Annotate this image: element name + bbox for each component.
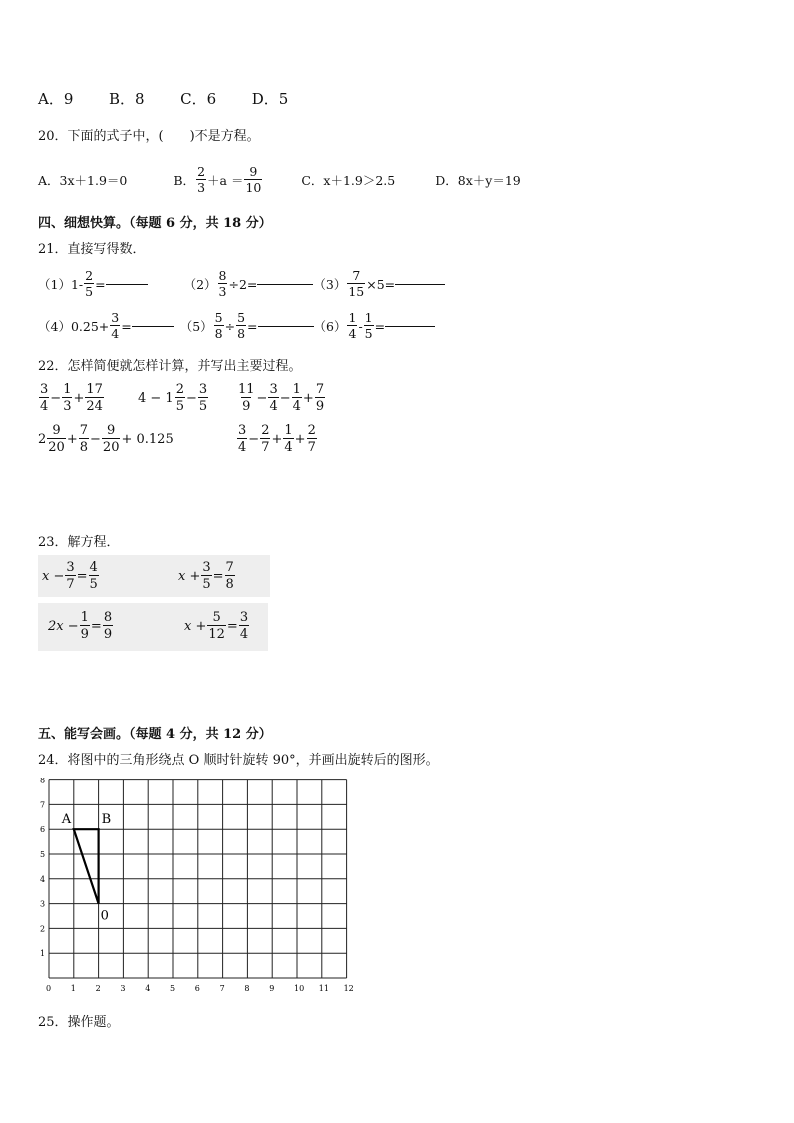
q21-item-1-equals: = xyxy=(95,276,106,292)
q21-item-4-equals: = xyxy=(121,318,132,334)
section-4-heading: 四、细想快算。（每题 6 分，共 18 分） xyxy=(38,216,272,231)
rotation-grid-figure xyxy=(30,778,370,998)
q22-e5-op-1: − xyxy=(248,431,260,447)
x-tick-label: 4 xyxy=(145,984,151,993)
q21-row-1 xyxy=(38,264,445,304)
q22-e1-fraction-2: $\frac{1}{3}$ xyxy=(63,382,72,414)
q22-e1-fraction-3: $\frac{17}{24}$ xyxy=(86,382,103,414)
q23-eq2-fraction-2: $\frac{7}{8}$ xyxy=(225,560,234,592)
q23-eq2-fraction-1: $\frac{3}{5}$ xyxy=(202,560,211,592)
q22-e3-op-1: − xyxy=(256,390,268,406)
x-tick-label: 12 xyxy=(343,984,354,993)
q21-item-2-answer-blank[interactable] xyxy=(257,283,313,285)
q21-item-6-fraction-1: $\frac{1}{4}$ xyxy=(348,309,357,341)
q21-item-3-answer-blank[interactable] xyxy=(395,283,445,285)
q22-e1-fraction-1: $\frac{3}{4}$ xyxy=(40,382,49,414)
q22-e5-op-3: + xyxy=(294,431,306,447)
x-tick-label: 7 xyxy=(219,984,225,993)
q22-e4-fraction-1: $\frac{9}{20}$ xyxy=(48,423,65,455)
q20-option-c: C．x＋1.9＞2.5 xyxy=(301,173,396,188)
y-tick-label: 8 xyxy=(40,778,46,785)
point-label-a: A xyxy=(61,812,72,828)
q22-e3-fraction-4: $\frac{7}{9}$ xyxy=(315,382,325,414)
q21-item-6-equals: = xyxy=(374,318,386,334)
q23-eq4-fraction-2: $\frac{3}{4}$ xyxy=(239,610,249,642)
q21-item-1-pre: 1- xyxy=(70,276,84,292)
q23-equation-4 xyxy=(184,606,250,646)
q21-item-5-fraction-2: $\frac{5}{8}$ xyxy=(237,309,246,341)
y-tick-label: 7 xyxy=(40,800,46,810)
q22-e3-op-3: + xyxy=(302,390,314,406)
q24-stem: 24．将图中的三角形绕点 O 顺时针旋转 90°，并画出旋转后的图形。 xyxy=(38,753,439,768)
q20-option-d: D．8x＋y＝19 xyxy=(435,173,521,188)
q21-item-4-answer-blank[interactable] xyxy=(132,325,174,327)
q21-item-2-fraction: $\frac{8}{3}$ xyxy=(218,267,227,299)
triangle-abo xyxy=(74,829,99,903)
q22-e5-fraction-3: $\frac{1}{4}$ xyxy=(284,423,293,455)
q22-expression-4 xyxy=(38,419,174,459)
q19-options xyxy=(38,88,288,109)
q22-e2-fraction-1: $\frac{2}{5}$ xyxy=(175,382,184,414)
q21-item-6-op: - xyxy=(358,318,363,334)
q22-e2-op-1: − xyxy=(185,390,197,406)
q21-item-1-label: （1） xyxy=(38,277,71,292)
q23-stem: 23．解方程． xyxy=(38,535,120,550)
x-tick-label: 8 xyxy=(244,984,250,993)
q23-equation-3 xyxy=(48,606,114,646)
q20-option-b-prefix: B． xyxy=(173,173,196,188)
q23-equation-2 xyxy=(178,556,236,596)
q23-eq4-equals: = xyxy=(226,618,238,634)
q22-e1-op-2: + xyxy=(73,390,85,406)
q23-eq1-fraction-1: $\frac{3}{7}$ xyxy=(66,560,75,592)
point-label-b: B xyxy=(101,812,112,828)
q23-eq1-fraction-2: $\frac{4}{5}$ xyxy=(89,560,98,592)
q22-stem: 22．怎样简便就怎样计算，并写出主要过程。 xyxy=(38,359,302,374)
section-5-heading: 五、能写会画。（每题 4 分，共 12 分） xyxy=(38,727,272,742)
q21-item-5-answer-blank[interactable] xyxy=(258,325,314,327)
x-tick-label: 0 xyxy=(46,984,52,993)
y-tick-label: 5 xyxy=(40,850,46,859)
q21-item-4-fraction: $\frac{3}{4}$ xyxy=(111,309,120,341)
q21-item-3-op: ×5= xyxy=(366,276,396,292)
q21-item-6-label: （6） xyxy=(313,319,347,334)
y-tick-label: 4 xyxy=(40,874,46,884)
q19-option-c: C．6 xyxy=(180,90,217,108)
point-label-o: 0 xyxy=(100,908,109,924)
q23-eq1-lhs: x − xyxy=(42,568,65,584)
y-tick-label: 6 xyxy=(40,825,46,835)
q20-option-b-mid: ＋a ＝ xyxy=(207,173,244,188)
q21-item-1-fraction: $\frac{2}{5}$ xyxy=(85,267,94,299)
q20-fraction-1: $\frac{2}{3}$ xyxy=(197,163,206,195)
q21-item-2-op: ÷2= xyxy=(228,276,258,292)
q22-e2-lead: 4 − 1 xyxy=(138,390,174,406)
y-tick-label: 3 xyxy=(40,899,46,909)
q23-eq3-lhs: 2x − xyxy=(48,618,79,634)
q20-fraction-2: $\frac{9}{10}$ xyxy=(245,163,262,195)
x-tick-label: 5 xyxy=(170,984,176,993)
q22-e4-fraction-2: $\frac{7}{8}$ xyxy=(79,423,89,455)
q21-item-2-label: （2） xyxy=(183,277,217,292)
q23-eq2-equals: = xyxy=(212,568,224,584)
x-tick-label: 3 xyxy=(120,984,126,993)
q22-expression-5 xyxy=(236,419,318,459)
q22-e3-fraction-1: $\frac{11}{9}$ xyxy=(238,382,255,414)
q22-expression-3 xyxy=(236,378,326,418)
q21-item-5-op: ÷ xyxy=(224,318,236,334)
q22-e4-op-1: + xyxy=(66,431,78,447)
q23-eq3-fraction-2: $\frac{8}{9}$ xyxy=(103,610,113,642)
q21-item-5-equals: = xyxy=(247,318,258,334)
q23-eq1-equals: = xyxy=(76,568,88,584)
x-tick-label: 10 xyxy=(294,984,305,993)
q20-options xyxy=(38,160,521,200)
q22-e1-op-1: − xyxy=(50,390,62,406)
q22-expression-1 xyxy=(38,378,105,418)
q22-e3-fraction-3: $\frac{1}{4}$ xyxy=(292,382,301,414)
q22-expression-2 xyxy=(138,378,209,418)
q21-item-4-label: （4） xyxy=(38,319,71,334)
q22-e5-fraction-4: $\frac{2}{7}$ xyxy=(307,423,316,455)
q22-e5-fraction-1: $\frac{3}{4}$ xyxy=(238,423,247,455)
q21-item-5-label: （5） xyxy=(179,319,213,334)
y-tick-label: 1 xyxy=(40,949,46,959)
q21-item-3-label: （3） xyxy=(313,277,347,292)
x-tick-label: 9 xyxy=(269,984,275,993)
q19-option-b: B．8 xyxy=(108,90,145,108)
x-tick-label: 11 xyxy=(318,984,329,993)
q21-item-6-fraction-2: $\frac{1}{5}$ xyxy=(364,309,373,341)
q23-eq3-fraction-1: $\frac{1}{9}$ xyxy=(80,610,89,642)
q22-e4-op-2: − xyxy=(90,431,101,447)
q23-eq2-lhs: x + xyxy=(178,568,201,584)
q22-e3-op-2: − xyxy=(279,390,291,406)
q22-e5-fraction-2: $\frac{2}{7}$ xyxy=(261,423,270,455)
q21-item-3-fraction: $\frac{7}{15}$ xyxy=(348,267,365,299)
q19-option-d: D．5 xyxy=(251,90,289,108)
q20-stem: 20．下面的式子中，( )不是方程。 xyxy=(38,129,260,144)
q22-e2-fraction-2: $\frac{3}{5}$ xyxy=(198,382,208,414)
q21-row-2 xyxy=(38,306,435,346)
q23-equation-1 xyxy=(42,556,100,596)
q23-eq4-lhs: x + xyxy=(184,618,207,634)
x-tick-label: 6 xyxy=(194,984,200,993)
q22-e4-tail: + 0.125 xyxy=(121,431,174,447)
x-tick-label: 2 xyxy=(95,984,101,993)
grid-lines xyxy=(49,780,347,978)
q22-e5-op-2: + xyxy=(271,431,283,447)
q21-item-6-answer-blank[interactable] xyxy=(385,325,435,327)
y-tick-label: 2 xyxy=(40,924,46,934)
q22-e4-fraction-3: $\frac{9}{20}$ xyxy=(102,423,120,455)
q22-e4-lead: 2 xyxy=(38,431,47,447)
q23-eq3-equals: = xyxy=(90,618,102,634)
q22-e3-fraction-2: $\frac{3}{4}$ xyxy=(269,382,278,414)
q23-eq4-fraction-1: $\frac{5}{12}$ xyxy=(208,610,225,642)
q25-stem: 25．操作题。 xyxy=(38,1015,120,1030)
grid-axis-labels xyxy=(40,778,354,993)
x-tick-label: 1 xyxy=(70,984,76,993)
q21-stem: 21．直接写得数． xyxy=(38,242,146,257)
q19-option-a: A．9 xyxy=(38,90,74,108)
q21-item-1-answer-blank[interactable] xyxy=(106,283,148,285)
q21-item-4-pre: 0.25+ xyxy=(70,318,110,334)
q20-option-a: A．3x＋1.9＝0 xyxy=(38,173,128,188)
q21-item-5-fraction-1: $\frac{5}{8}$ xyxy=(214,309,223,341)
